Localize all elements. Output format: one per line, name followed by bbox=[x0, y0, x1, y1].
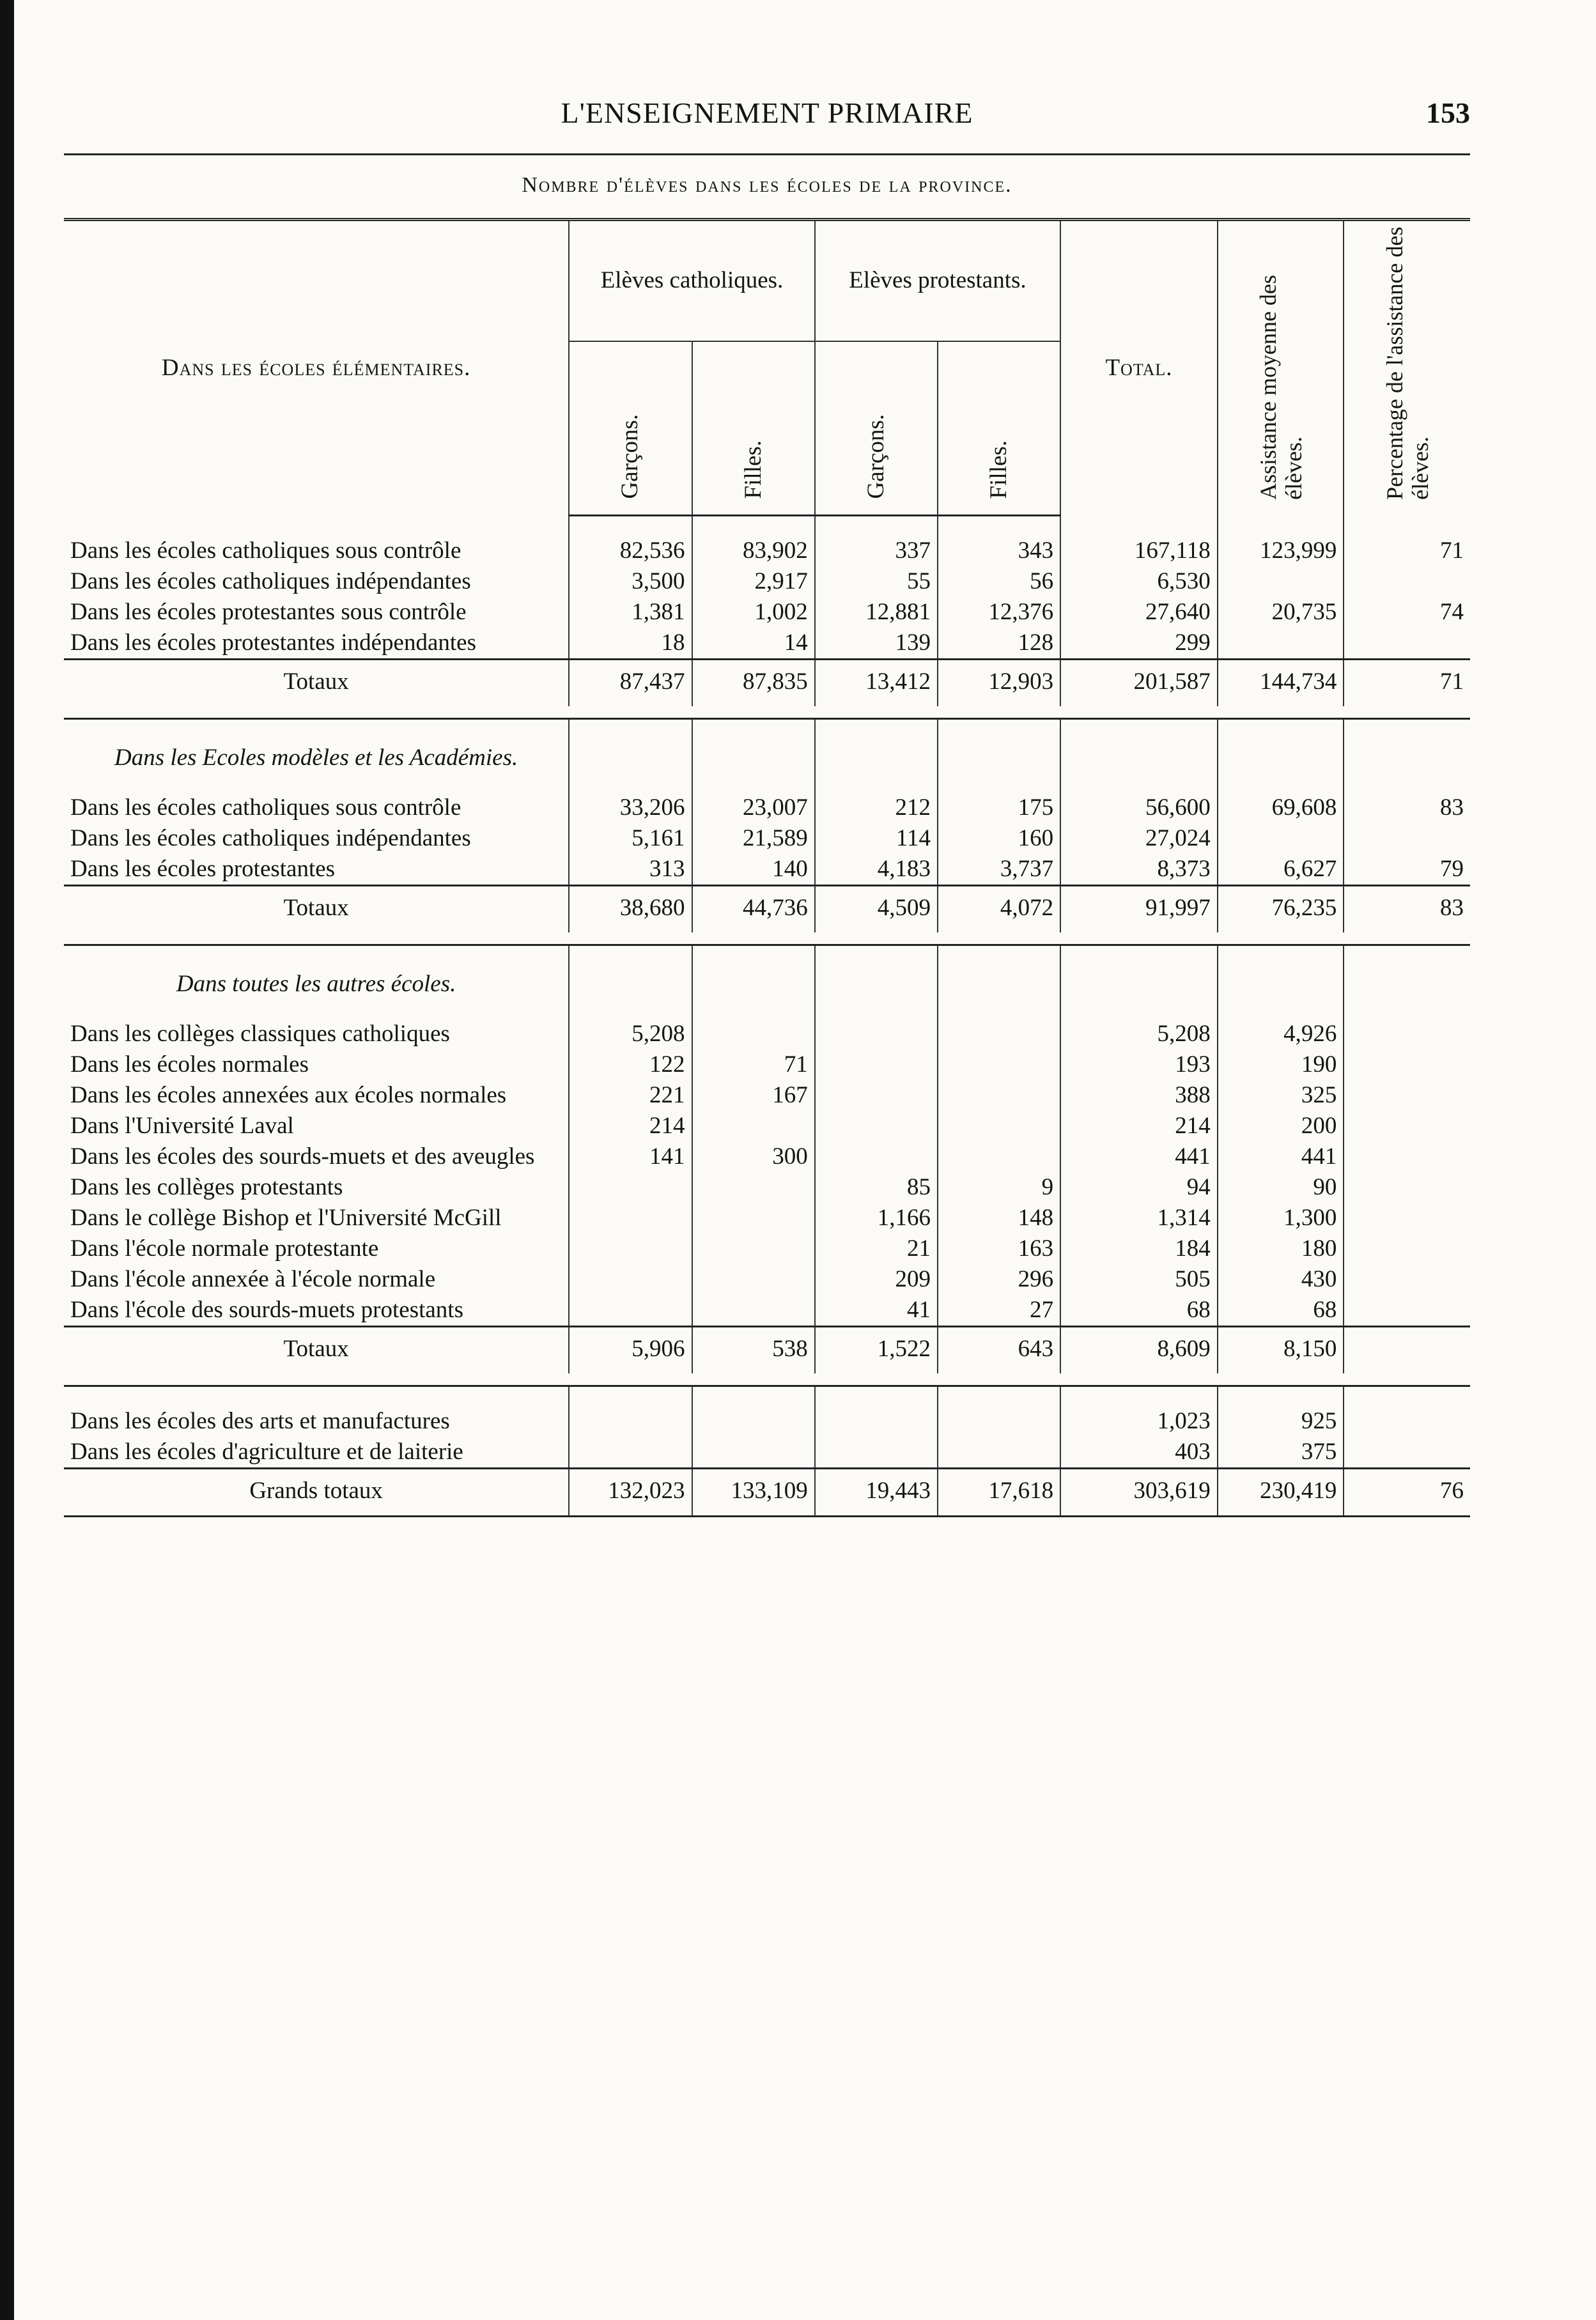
cell-cath-filles: 21,589 bbox=[692, 823, 815, 854]
table-caption: Nombre d'élèves dans les écoles de la province. bbox=[522, 173, 1012, 197]
cell-prot-garcons: 1,166 bbox=[815, 1203, 938, 1233]
empty-cell bbox=[569, 718, 692, 773]
cell-cath-garcons: 5,208 bbox=[569, 1000, 692, 1049]
cell-percentage bbox=[1344, 1386, 1470, 1437]
cell-prot-garcons: 85 bbox=[815, 1172, 938, 1203]
cell-total: 68 bbox=[1060, 1295, 1218, 1327]
total-prot-filles: 4,072 bbox=[938, 885, 1060, 932]
section-title: Dans les Ecoles modèles et les Académies. bbox=[114, 744, 518, 771]
cell-assistance: 200 bbox=[1218, 1111, 1344, 1141]
total-prot-garcons: 13,412 bbox=[815, 659, 938, 706]
cell-percentage bbox=[1344, 1141, 1470, 1172]
cell-prot-filles bbox=[938, 1437, 1060, 1469]
cell-assistance: 90 bbox=[1218, 1172, 1344, 1203]
cell-prot-garcons: 114 bbox=[815, 823, 938, 854]
cell-prot-filles: 160 bbox=[938, 823, 1060, 854]
cell-cath-garcons bbox=[569, 1172, 692, 1203]
cell-cath-filles: 300 bbox=[692, 1141, 815, 1172]
total-percentage: 83 bbox=[1344, 885, 1470, 932]
total-total: 8,609 bbox=[1060, 1326, 1218, 1373]
cell-prot-garcons bbox=[815, 1080, 938, 1111]
empty-cell bbox=[1344, 718, 1470, 773]
totals-label: Grands totaux bbox=[64, 1468, 569, 1516]
cell-prot-garcons: 4,183 bbox=[815, 854, 938, 886]
cell-prot-filles bbox=[938, 1000, 1060, 1049]
cell-prot-filles bbox=[938, 1111, 1060, 1141]
table-row bbox=[64, 1233, 1470, 1264]
table-row bbox=[64, 1437, 1470, 1469]
cell-prot-garcons: 212 bbox=[815, 773, 938, 823]
cell-prot-garcons bbox=[815, 1437, 938, 1469]
row-label: Dans les écoles catholiques indépendantes bbox=[70, 824, 471, 851]
cell-percentage bbox=[1344, 566, 1470, 597]
separator-cell bbox=[815, 1373, 938, 1386]
row-label: Dans les écoles catholiques sous contrôle bbox=[70, 537, 461, 564]
cell-assistance: 6,627 bbox=[1218, 854, 1344, 886]
cell-cath-filles: 140 bbox=[692, 854, 815, 886]
row-label: Dans l'école annexée à l'école normale bbox=[70, 1265, 436, 1292]
cell-prot-garcons bbox=[815, 1049, 938, 1080]
cell-assistance: 430 bbox=[1218, 1264, 1344, 1295]
table-row bbox=[64, 628, 1470, 660]
table-row bbox=[64, 773, 1470, 823]
cell-prot-garcons bbox=[815, 1111, 938, 1141]
separator-cell bbox=[64, 706, 569, 719]
table-row bbox=[64, 1386, 1470, 1437]
cell-percentage bbox=[1344, 1049, 1470, 1080]
totals-label: Totaux bbox=[64, 885, 569, 932]
cell-total: 27,640 bbox=[1060, 597, 1218, 628]
row-label: Dans les écoles protestantes indépendantes bbox=[70, 629, 476, 656]
document-page bbox=[64, 96, 1470, 1517]
cell-total: 56,600 bbox=[1060, 773, 1218, 823]
cath-filles-text: Filles. bbox=[740, 440, 766, 499]
cell-cath-filles bbox=[692, 1233, 815, 1264]
page-binding-edge bbox=[0, 0, 14, 2320]
prot-garcons-text: Garçons. bbox=[862, 414, 889, 499]
cell-prot-garcons bbox=[815, 1141, 938, 1172]
cell-percentage bbox=[1344, 1203, 1470, 1233]
cell-assistance: 1,300 bbox=[1218, 1203, 1344, 1233]
empty-cell bbox=[938, 718, 1060, 773]
total-cath-garcons: 132,023 bbox=[569, 1468, 692, 1516]
cell-cath-garcons: 313 bbox=[569, 854, 692, 886]
cell-assistance: 20,735 bbox=[1218, 597, 1344, 628]
separator-cell bbox=[692, 706, 815, 719]
column-header-assistance bbox=[1218, 220, 1344, 516]
cell-percentage bbox=[1344, 1437, 1470, 1469]
cell-percentage: 74 bbox=[1344, 597, 1470, 628]
separator-cell bbox=[938, 1373, 1060, 1386]
row-label: Dans les écoles catholiques sous contrôle bbox=[70, 794, 461, 821]
total-cath-filles: 87,835 bbox=[692, 659, 815, 706]
column-header-prot-garcons bbox=[815, 341, 938, 516]
cell-assistance bbox=[1218, 566, 1344, 597]
section-title-cell bbox=[64, 945, 569, 1000]
separator-cell bbox=[569, 1373, 692, 1386]
cell-cath-garcons: 5,161 bbox=[569, 823, 692, 854]
cell-percentage bbox=[1344, 1295, 1470, 1327]
table-row bbox=[64, 515, 1470, 566]
cell-total: 27,024 bbox=[1060, 823, 1218, 854]
row-label: Dans les collèges protestants bbox=[70, 1173, 343, 1200]
cell-cath-garcons bbox=[569, 1233, 692, 1264]
cell-cath-garcons: 33,206 bbox=[569, 773, 692, 823]
row-label: Dans les écoles annexées aux écoles normales bbox=[70, 1081, 507, 1108]
running-head bbox=[64, 96, 1470, 153]
row-label: Dans les écoles d'agriculture et de laiterie bbox=[70, 1438, 463, 1465]
row-label: Dans les écoles des arts et manufactures bbox=[70, 1407, 450, 1434]
cell-cath-filles bbox=[692, 1172, 815, 1203]
total-prot-garcons: 19,443 bbox=[815, 1468, 938, 1516]
cell-cath-filles: 14 bbox=[692, 628, 815, 660]
separator-cell bbox=[64, 932, 569, 945]
total-cath-filles: 44,736 bbox=[692, 885, 815, 932]
empty-cell bbox=[815, 718, 938, 773]
row-label: Dans les écoles des sourds-muets et des aveugles bbox=[70, 1143, 535, 1170]
table-row bbox=[64, 1000, 1470, 1049]
separator-cell bbox=[815, 932, 938, 945]
separator-cell bbox=[1344, 1373, 1470, 1386]
table-row bbox=[64, 1049, 1470, 1080]
cell-total: 184 bbox=[1060, 1233, 1218, 1264]
empty-cell bbox=[1344, 945, 1470, 1000]
total-total: 201,587 bbox=[1060, 659, 1218, 706]
total-cath-garcons: 5,906 bbox=[569, 1326, 692, 1373]
section-title-cell bbox=[64, 718, 569, 773]
table-row bbox=[64, 823, 1470, 854]
totals-label: Totaux bbox=[64, 659, 569, 706]
column-header-prot-filles bbox=[938, 341, 1060, 516]
cell-cath-filles bbox=[692, 1295, 815, 1327]
cell-cath-filles bbox=[692, 1000, 815, 1049]
column-header-protestant: Elèves protestants. bbox=[815, 220, 1060, 341]
table-body bbox=[64, 515, 1470, 1516]
cell-cath-garcons: 214 bbox=[569, 1111, 692, 1141]
empty-cell bbox=[692, 718, 815, 773]
total-prot-filles: 643 bbox=[938, 1326, 1060, 1373]
empty-cell bbox=[1060, 945, 1218, 1000]
cell-cath-filles: 1,002 bbox=[692, 597, 815, 628]
cell-cath-garcons bbox=[569, 1295, 692, 1327]
row-label: Dans les écoles protestantes bbox=[70, 855, 336, 882]
cell-percentage bbox=[1344, 1172, 1470, 1203]
separator-cell bbox=[1344, 932, 1470, 945]
cell-prot-garcons: 55 bbox=[815, 566, 938, 597]
cell-prot-filles: 343 bbox=[938, 515, 1060, 566]
percentage-header-text: Percentage de l'assistance des élèves. bbox=[1381, 226, 1433, 500]
table-row bbox=[64, 1295, 1470, 1327]
total-percentage: 71 bbox=[1344, 659, 1470, 706]
cell-percentage bbox=[1344, 1080, 1470, 1111]
total-cath-filles: 538 bbox=[692, 1326, 815, 1373]
empty-cell bbox=[1218, 718, 1344, 773]
cell-percentage: 79 bbox=[1344, 854, 1470, 886]
cell-assistance: 190 bbox=[1218, 1049, 1344, 1080]
table-row bbox=[64, 1141, 1470, 1172]
cell-prot-garcons: 41 bbox=[815, 1295, 938, 1327]
cell-assistance: 325 bbox=[1218, 1080, 1344, 1111]
cell-total: 441 bbox=[1060, 1141, 1218, 1172]
cell-total: 8,373 bbox=[1060, 854, 1218, 886]
separator-cell bbox=[64, 1373, 569, 1386]
cell-cath-filles: 23,007 bbox=[692, 773, 815, 823]
cell-prot-filles: 296 bbox=[938, 1264, 1060, 1295]
separator-cell bbox=[815, 706, 938, 719]
table-row bbox=[64, 566, 1470, 597]
cell-cath-filles: 167 bbox=[692, 1080, 815, 1111]
cell-prot-filles: 27 bbox=[938, 1295, 1060, 1327]
section-title-row bbox=[64, 945, 1470, 1000]
row-label: Dans le collège Bishop et l'Université McGill bbox=[70, 1204, 502, 1231]
separator-cell bbox=[569, 932, 692, 945]
separator-cell bbox=[1060, 706, 1218, 719]
column-header-cath-filles bbox=[692, 341, 815, 516]
cell-total: 94 bbox=[1060, 1172, 1218, 1203]
totals-row bbox=[64, 1468, 1470, 1516]
cell-total: 5,208 bbox=[1060, 1000, 1218, 1049]
section-title-row bbox=[64, 718, 1470, 773]
separator-cell bbox=[1060, 932, 1218, 945]
table-row bbox=[64, 1111, 1470, 1141]
cell-percentage: 71 bbox=[1344, 515, 1470, 566]
table-row bbox=[64, 1203, 1470, 1233]
cell-prot-filles: 175 bbox=[938, 773, 1060, 823]
cell-percentage bbox=[1344, 1233, 1470, 1264]
section-separator bbox=[64, 706, 1470, 719]
cell-total: 388 bbox=[1060, 1080, 1218, 1111]
cell-assistance: 68 bbox=[1218, 1295, 1344, 1327]
cell-total: 1,023 bbox=[1060, 1386, 1218, 1437]
enrollment-table bbox=[64, 218, 1470, 1517]
cell-cath-filles bbox=[692, 1203, 815, 1233]
cell-cath-garcons: 221 bbox=[569, 1080, 692, 1111]
cell-assistance bbox=[1218, 823, 1344, 854]
cell-assistance: 441 bbox=[1218, 1141, 1344, 1172]
separator-cell bbox=[692, 1373, 815, 1386]
separator-cell bbox=[938, 706, 1060, 719]
cell-assistance: 925 bbox=[1218, 1386, 1344, 1437]
cell-prot-garcons bbox=[815, 1000, 938, 1049]
empty-cell bbox=[569, 945, 692, 1000]
cell-percentage bbox=[1344, 1000, 1470, 1049]
cell-assistance bbox=[1218, 628, 1344, 660]
table-row bbox=[64, 1264, 1470, 1295]
cell-cath-filles bbox=[692, 1264, 815, 1295]
cell-prot-filles: 148 bbox=[938, 1203, 1060, 1233]
cell-cath-filles: 83,902 bbox=[692, 515, 815, 566]
cell-prot-filles: 56 bbox=[938, 566, 1060, 597]
cell-percentage bbox=[1344, 628, 1470, 660]
empty-cell bbox=[1218, 945, 1344, 1000]
cell-prot-garcons: 337 bbox=[815, 515, 938, 566]
total-cath-garcons: 38,680 bbox=[569, 885, 692, 932]
empty-cell bbox=[815, 945, 938, 1000]
row-label: Dans les écoles protestantes sous contrôle bbox=[70, 598, 467, 625]
cell-assistance: 123,999 bbox=[1218, 515, 1344, 566]
cell-total: 299 bbox=[1060, 628, 1218, 660]
cell-cath-garcons: 18 bbox=[569, 628, 692, 660]
separator-cell bbox=[1218, 932, 1344, 945]
total-prot-garcons: 4,509 bbox=[815, 885, 938, 932]
separator-cell bbox=[692, 932, 815, 945]
cell-prot-filles: 128 bbox=[938, 628, 1060, 660]
header-rule bbox=[64, 153, 1470, 155]
column-header-total: Total. bbox=[1060, 220, 1218, 516]
total-assistance: 8,150 bbox=[1218, 1326, 1344, 1373]
row-label: Dans les écoles normales bbox=[70, 1051, 309, 1078]
column-header-catholic: Elèves catholiques. bbox=[569, 220, 814, 341]
table-row bbox=[64, 1080, 1470, 1111]
separator-cell bbox=[938, 932, 1060, 945]
separator-cell bbox=[569, 706, 692, 719]
total-total: 303,619 bbox=[1060, 1468, 1218, 1516]
empty-cell bbox=[692, 945, 815, 1000]
running-title: L'ENSEIGNEMENT PRIMAIRE bbox=[561, 97, 973, 129]
cell-cath-garcons: 82,536 bbox=[569, 515, 692, 566]
assistance-header-text: Assistance moyenne des élèves. bbox=[1255, 275, 1306, 500]
separator-cell bbox=[1060, 1373, 1218, 1386]
cell-total: 214 bbox=[1060, 1111, 1218, 1141]
cell-cath-filles bbox=[692, 1437, 815, 1469]
column-header-elementary: Dans les écoles élémentaires. bbox=[161, 355, 471, 381]
cell-prot-filles: 9 bbox=[938, 1172, 1060, 1203]
cell-cath-garcons: 3,500 bbox=[569, 566, 692, 597]
row-label: Dans l'école normale protestante bbox=[70, 1235, 379, 1262]
row-label: Dans l'école des sourds-muets protestants bbox=[70, 1296, 463, 1323]
separator-cell bbox=[1218, 706, 1344, 719]
empty-cell bbox=[938, 945, 1060, 1000]
row-label: Dans l'Université Laval bbox=[70, 1112, 294, 1139]
total-assistance: 76,235 bbox=[1218, 885, 1344, 932]
separator-cell bbox=[1218, 1373, 1344, 1386]
total-total: 91,997 bbox=[1060, 885, 1218, 932]
total-cath-garcons: 87,437 bbox=[569, 659, 692, 706]
total-percentage: 76 bbox=[1344, 1468, 1470, 1516]
total-cath-filles: 133,109 bbox=[692, 1468, 815, 1516]
row-label: Dans les écoles catholiques indépendantes bbox=[70, 568, 471, 594]
cell-prot-filles bbox=[938, 1386, 1060, 1437]
cell-prot-garcons: 209 bbox=[815, 1264, 938, 1295]
column-header-percentage bbox=[1344, 220, 1470, 516]
cell-percentage bbox=[1344, 1264, 1470, 1295]
cell-assistance: 375 bbox=[1218, 1437, 1344, 1469]
cell-prot-garcons bbox=[815, 1386, 938, 1437]
total-assistance: 144,734 bbox=[1218, 659, 1344, 706]
cell-cath-filles: 71 bbox=[692, 1049, 815, 1080]
prot-filles-text: Filles. bbox=[986, 440, 1012, 499]
cell-prot-garcons: 21 bbox=[815, 1233, 938, 1264]
table-row bbox=[64, 854, 1470, 886]
cell-assistance: 69,608 bbox=[1218, 773, 1344, 823]
cell-total: 193 bbox=[1060, 1049, 1218, 1080]
cell-prot-filles: 3,737 bbox=[938, 854, 1060, 886]
section-separator bbox=[64, 932, 1470, 945]
cell-cath-garcons bbox=[569, 1386, 692, 1437]
table-row bbox=[64, 597, 1470, 628]
cell-cath-garcons: 122 bbox=[569, 1049, 692, 1080]
cell-total: 1,314 bbox=[1060, 1203, 1218, 1233]
separator-cell bbox=[1344, 706, 1470, 719]
totals-row bbox=[64, 885, 1470, 932]
row-label: Dans les collèges classiques catholiques bbox=[70, 1020, 450, 1047]
cell-prot-filles: 163 bbox=[938, 1233, 1060, 1264]
section-separator bbox=[64, 1373, 1470, 1386]
total-percentage bbox=[1344, 1326, 1470, 1373]
total-assistance: 230,419 bbox=[1218, 1468, 1344, 1516]
cell-percentage bbox=[1344, 823, 1470, 854]
cell-total: 167,118 bbox=[1060, 515, 1218, 566]
column-header-cath-garcons bbox=[569, 341, 692, 516]
cell-total: 505 bbox=[1060, 1264, 1218, 1295]
cell-assistance: 180 bbox=[1218, 1233, 1344, 1264]
cell-total: 6,530 bbox=[1060, 566, 1218, 597]
cell-prot-filles bbox=[938, 1080, 1060, 1111]
section-title: Dans toutes les autres écoles. bbox=[176, 970, 456, 997]
totals-label: Totaux bbox=[64, 1326, 569, 1373]
total-prot-filles: 17,618 bbox=[938, 1468, 1060, 1516]
total-prot-garcons: 1,522 bbox=[815, 1326, 938, 1373]
cell-cath-garcons: 141 bbox=[569, 1141, 692, 1172]
cell-cath-filles bbox=[692, 1111, 815, 1141]
cell-percentage: 83 bbox=[1344, 773, 1470, 823]
cell-total: 403 bbox=[1060, 1437, 1218, 1469]
cell-prot-filles bbox=[938, 1141, 1060, 1172]
cell-assistance: 4,926 bbox=[1218, 1000, 1344, 1049]
cell-cath-garcons: 1,381 bbox=[569, 597, 692, 628]
totals-row bbox=[64, 659, 1470, 706]
cell-cath-garcons bbox=[569, 1437, 692, 1469]
cath-garcons-text: Garçons. bbox=[617, 414, 644, 499]
cell-prot-filles: 12,376 bbox=[938, 597, 1060, 628]
cell-percentage bbox=[1344, 1111, 1470, 1141]
cell-prot-garcons: 139 bbox=[815, 628, 938, 660]
total-prot-filles: 12,903 bbox=[938, 659, 1060, 706]
cell-cath-filles: 2,917 bbox=[692, 566, 815, 597]
cell-cath-garcons bbox=[569, 1264, 692, 1295]
empty-cell bbox=[1060, 718, 1218, 773]
cell-cath-garcons bbox=[569, 1203, 692, 1233]
totals-row bbox=[64, 1326, 1470, 1373]
cell-prot-garcons: 12,881 bbox=[815, 597, 938, 628]
table-row bbox=[64, 1172, 1470, 1203]
page-number: 153 bbox=[1426, 97, 1470, 129]
cell-cath-filles bbox=[692, 1386, 815, 1437]
cell-prot-filles bbox=[938, 1049, 1060, 1080]
